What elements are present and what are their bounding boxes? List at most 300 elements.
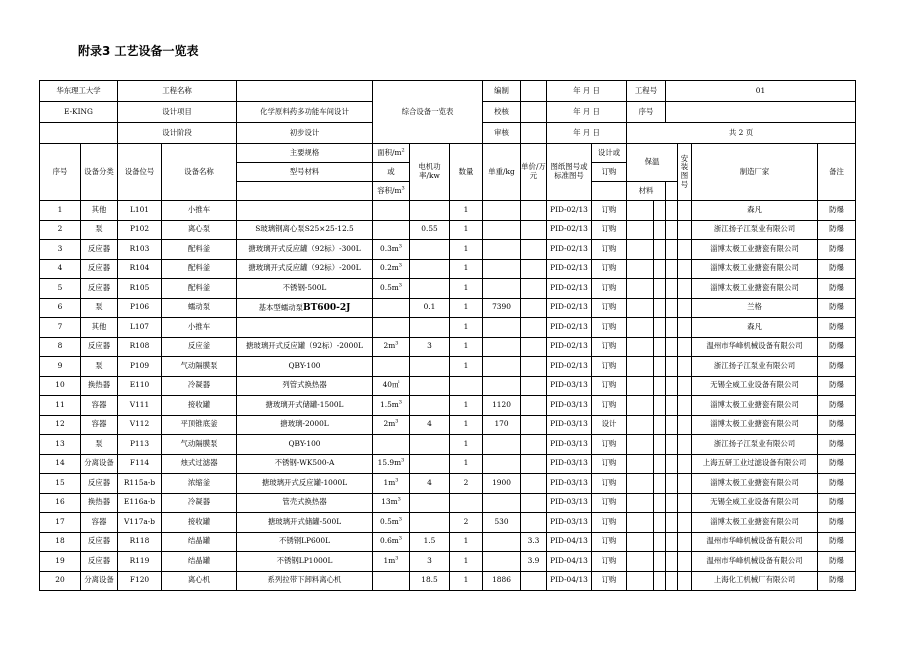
compiled-label: 编制 — [483, 81, 521, 102]
row-power — [410, 493, 450, 513]
row-seq: 6 — [40, 298, 81, 318]
row-seq: 3 — [40, 240, 81, 260]
row-material — [666, 357, 678, 377]
row-weight — [483, 435, 521, 455]
row-purchase: 订购 — [592, 493, 627, 513]
row-volume — [373, 357, 410, 377]
row-price — [521, 493, 547, 513]
row-power: 18.5 — [410, 571, 450, 591]
row-name: 冷凝器 — [162, 493, 237, 513]
table-row — [40, 513, 856, 533]
table-row — [40, 571, 856, 591]
row-volume — [373, 318, 410, 338]
serial-value — [666, 102, 856, 123]
project-no-value: 01 — [666, 81, 856, 102]
row-tag: L107 — [118, 318, 162, 338]
row-install — [678, 552, 692, 572]
row-name: 小推车 — [162, 201, 237, 221]
row-insulation-b — [654, 259, 666, 279]
row-price — [521, 201, 547, 221]
row-spec: 不锈钢LP600L — [237, 532, 373, 552]
row-category: 分离设备 — [81, 454, 118, 474]
row-price — [521, 396, 547, 416]
row-drawing: PID-03/13 — [547, 396, 592, 416]
row-manufacturer: 温州市华峰机械设备有限公司 — [692, 337, 818, 357]
row-spec: 不锈钢-500L — [237, 279, 373, 299]
row-material — [666, 298, 678, 318]
row-purchase: 订购 — [592, 571, 627, 591]
row-volume: $0.5m^3$ — [373, 279, 410, 299]
table-row — [40, 552, 856, 572]
row-category: 换热器 — [81, 493, 118, 513]
row-seq: 13 — [40, 435, 81, 455]
row-seq: 5 — [40, 279, 81, 299]
table-row — [40, 318, 856, 338]
row-seq: 11 — [40, 396, 81, 416]
table-row — [40, 357, 856, 377]
row-install — [678, 259, 692, 279]
row-drawing: PID-03/13 — [547, 376, 592, 396]
row-insulation-b — [654, 571, 666, 591]
row-qty: 1 — [450, 240, 483, 260]
row-purchase: 订购 — [592, 318, 627, 338]
row-seq: 8 — [40, 337, 81, 357]
row-weight: 170 — [483, 415, 521, 435]
row-category: 反应器 — [81, 552, 118, 572]
row-remark: 防爆 — [818, 298, 856, 318]
row-manufacturer: 淄博太极工业搪瓷有限公司 — [692, 474, 818, 494]
row-purchase: 订购 — [592, 298, 627, 318]
row-name: 平顶锥底釜 — [162, 415, 237, 435]
row-price — [521, 513, 547, 533]
row-insulation-b — [654, 279, 666, 299]
row-qty: 1 — [450, 532, 483, 552]
row-category: 反应器 — [81, 259, 118, 279]
col-area: 面积$/m^2$ — [373, 144, 410, 163]
row-category: 反应器 — [81, 337, 118, 357]
row-volume: $15.9m^3$ — [373, 454, 410, 474]
row-insulation-a — [627, 357, 654, 377]
row-seq: 16 — [40, 493, 81, 513]
row-material — [666, 435, 678, 455]
row-material — [666, 415, 678, 435]
row-insulation-a — [627, 552, 654, 572]
row-install — [678, 493, 692, 513]
row-insulation-b — [654, 201, 666, 221]
row-seq: 1 — [40, 201, 81, 221]
table-row — [40, 279, 856, 299]
table-row — [40, 415, 856, 435]
row-weight — [483, 376, 521, 396]
row-price — [521, 259, 547, 279]
row-weight — [483, 220, 521, 240]
row-manufacturer: 森凡 — [692, 318, 818, 338]
row-power — [410, 259, 450, 279]
row-material — [666, 532, 678, 552]
col-remark: 备注 — [818, 144, 856, 201]
row-purchase: 订购 — [592, 240, 627, 260]
row-qty: 1 — [450, 552, 483, 572]
row-remark: 防爆 — [818, 337, 856, 357]
row-price — [521, 357, 547, 377]
row-spec: S玻璃钢离心泵S25×25-12.5 — [237, 220, 373, 240]
row-insulation-b — [654, 435, 666, 455]
row-drawing: PID-03/13 — [547, 513, 592, 533]
row-weight — [483, 279, 521, 299]
row-qty: 1 — [450, 454, 483, 474]
row-drawing: PID-02/13 — [547, 279, 592, 299]
row-spec: 搪玻璃开式反应罐（92标）-200L — [237, 259, 373, 279]
row-weight — [483, 454, 521, 474]
row-purchase: 订购 — [592, 454, 627, 474]
project-name-value — [237, 81, 373, 102]
row-power: 4 — [410, 474, 450, 494]
row-material — [666, 474, 678, 494]
row-power — [410, 513, 450, 533]
row-volume: $0.3m^3$ — [373, 240, 410, 260]
row-weight — [483, 532, 521, 552]
row-volume: $0.6m^3$ — [373, 532, 410, 552]
row-tag: F120 — [118, 571, 162, 591]
row-install — [678, 435, 692, 455]
row-volume: 40㎡ — [373, 376, 410, 396]
row-install — [678, 298, 692, 318]
row-tag: R105 — [118, 279, 162, 299]
row-seq: 12 — [40, 415, 81, 435]
row-price — [521, 415, 547, 435]
row-insulation-a — [627, 318, 654, 338]
row-insulation-b — [654, 493, 666, 513]
row-spec: 不锈钢LP1000L — [237, 552, 373, 572]
row-name: 结晶罐 — [162, 532, 237, 552]
col-unit-price: 单价/万元 — [521, 144, 547, 201]
row-weight — [483, 318, 521, 338]
row-name: 气动隔膜泵 — [162, 435, 237, 455]
row-material — [666, 513, 678, 533]
row-category: 反应器 — [81, 532, 118, 552]
row-purchase: 订购 — [592, 337, 627, 357]
row-name: 接收罐 — [162, 396, 237, 416]
row-seq: 7 — [40, 318, 81, 338]
row-spec: 搪玻璃开式反应罐（92标）-2000L — [237, 337, 373, 357]
row-spec: 管壳式换热器 — [237, 493, 373, 513]
row-insulation-b — [654, 532, 666, 552]
col-tag: 设备位号 — [118, 144, 162, 201]
row-drawing: PID-02/13 — [547, 318, 592, 338]
serial-label: 序号 — [627, 102, 666, 123]
row-manufacturer: 上海化工机械厂有限公司 — [692, 571, 818, 591]
row-power: 0.55 — [410, 220, 450, 240]
row-material — [666, 396, 678, 416]
row-qty: 1 — [450, 298, 483, 318]
row-name: 烛式过滤器 — [162, 454, 237, 474]
row-install — [678, 357, 692, 377]
row-tag: V112 — [118, 415, 162, 435]
table-row — [40, 259, 856, 279]
row-manufacturer: 兰格 — [692, 298, 818, 318]
checked-date: 年 月 日 — [547, 102, 627, 123]
row-insulation-b — [654, 552, 666, 572]
row-drawing: PID-02/13 — [547, 240, 592, 260]
table-row — [40, 337, 856, 357]
row-manufacturer: 温州市华峰机械设备有限公司 — [692, 532, 818, 552]
row-purchase: 订购 — [592, 201, 627, 221]
row-remark: 防爆 — [818, 201, 856, 221]
row-manufacturer: 温州市华峰机械设备有限公司 — [692, 552, 818, 572]
row-price — [521, 279, 547, 299]
row-tag: R103 — [118, 240, 162, 260]
row-power — [410, 435, 450, 455]
row-manufacturer: 浙江扬子江泵业有限公司 — [692, 220, 818, 240]
row-tag: R119 — [118, 552, 162, 572]
row-category: 泵 — [81, 435, 118, 455]
project-no-label: 工程号 — [627, 81, 666, 102]
row-qty — [450, 493, 483, 513]
row-purchase: 订购 — [592, 552, 627, 572]
row-remark: 防爆 — [818, 552, 856, 572]
col-category: 设备分类 — [81, 144, 118, 201]
col-qty: 数量 — [450, 144, 483, 201]
col-motor-power: 电机功率/kw — [410, 144, 450, 201]
row-power — [410, 357, 450, 377]
row-category: 泵 — [81, 357, 118, 377]
row-weight: 1900 — [483, 474, 521, 494]
table-row — [40, 493, 856, 513]
row-price — [521, 318, 547, 338]
row-power — [410, 376, 450, 396]
row-tag: E116a-b — [118, 493, 162, 513]
row-qty: 1 — [450, 279, 483, 299]
row-purchase: 订购 — [592, 396, 627, 416]
row-weight — [483, 357, 521, 377]
row-name: 离心机 — [162, 571, 237, 591]
table-row — [40, 532, 856, 552]
row-tag: R115a-b — [118, 474, 162, 494]
row-insulation-a — [627, 240, 654, 260]
row-insulation-a — [627, 298, 654, 318]
row-install — [678, 376, 692, 396]
row-name: 小推车 — [162, 318, 237, 338]
row-spec: 搪玻璃开式反应罐（92标）-300L — [237, 240, 373, 260]
row-manufacturer: 无锡全威工业设备有限公司 — [692, 493, 818, 513]
col-or: 或 — [373, 163, 410, 182]
row-category: 容器 — [81, 396, 118, 416]
row-drawing: PID-02/13 — [547, 357, 592, 377]
row-insulation-b — [654, 396, 666, 416]
row-drawing: PID-03/13 — [547, 415, 592, 435]
row-insulation-a — [627, 454, 654, 474]
row-volume: $2m^3$ — [373, 415, 410, 435]
row-category: 泵 — [81, 220, 118, 240]
row-seq: 17 — [40, 513, 81, 533]
row-tag: P102 — [118, 220, 162, 240]
row-weight — [483, 493, 521, 513]
row-manufacturer: 淄博太极工业搪瓷有限公司 — [692, 279, 818, 299]
col-model-material: 型号材料 — [237, 163, 373, 182]
row-drawing: PID-03/13 — [547, 435, 592, 455]
row-install — [678, 513, 692, 533]
row-manufacturer: 淄博太极工业搪瓷有限公司 — [692, 513, 818, 533]
row-power: 3 — [410, 552, 450, 572]
row-qty: 1 — [450, 318, 483, 338]
row-remark: 防爆 — [818, 376, 856, 396]
row-manufacturer: 淄博太极工业搪瓷有限公司 — [692, 415, 818, 435]
row-power — [410, 396, 450, 416]
row-price: 3.3 — [521, 532, 547, 552]
row-drawing: PID-03/13 — [547, 454, 592, 474]
row-price — [521, 298, 547, 318]
team-cell: E-KING — [40, 102, 118, 123]
row-material — [666, 337, 678, 357]
row-qty: 2 — [450, 474, 483, 494]
row-name: 配料釜 — [162, 279, 237, 299]
row-install — [678, 201, 692, 221]
row-name: 配料釜 — [162, 259, 237, 279]
design-item-label: 设计项目 — [118, 102, 237, 123]
row-manufacturer: 森凡 — [692, 201, 818, 221]
total-pages: 共 2 页 — [627, 123, 856, 144]
table-row — [40, 376, 856, 396]
row-price: 3.9 — [521, 552, 547, 572]
table-row — [40, 298, 856, 318]
row-spec: 列管式换热器 — [237, 376, 373, 396]
row-material — [666, 552, 678, 572]
row-tag: V111 — [118, 396, 162, 416]
col-purchase: 订购 — [592, 163, 627, 182]
row-purchase: 订购 — [592, 532, 627, 552]
col-seq: 序号 — [40, 144, 81, 201]
row-insulation-a — [627, 259, 654, 279]
row-power — [410, 279, 450, 299]
row-seq: 19 — [40, 552, 81, 572]
row-weight: 530 — [483, 513, 521, 533]
row-install — [678, 318, 692, 338]
row-volume: $0.2m^3$ — [373, 259, 410, 279]
row-insulation-a — [627, 532, 654, 552]
table-row — [40, 240, 856, 260]
row-power: 4 — [410, 415, 450, 435]
table-row — [40, 474, 856, 494]
row-power — [410, 454, 450, 474]
row-insulation-b — [654, 415, 666, 435]
row-category: 反应器 — [81, 240, 118, 260]
row-insulation-a — [627, 220, 654, 240]
table-row — [40, 396, 856, 416]
row-material — [666, 259, 678, 279]
row-qty: 1 — [450, 571, 483, 591]
row-qty: 2 — [450, 513, 483, 533]
row-tag: R108 — [118, 337, 162, 357]
row-category: 容器 — [81, 415, 118, 435]
row-price — [521, 240, 547, 260]
col-name: 设备名称 — [162, 144, 237, 201]
col-manufacturer: 制造厂家 — [692, 144, 818, 201]
row-remark: 防爆 — [818, 435, 856, 455]
col-insulation: 保温 — [627, 144, 678, 182]
row-remark: 防爆 — [818, 240, 856, 260]
row-insulation-b — [654, 220, 666, 240]
row-insulation-a — [627, 474, 654, 494]
row-insulation-b — [654, 454, 666, 474]
reviewed-label: 审核 — [483, 123, 521, 144]
row-insulation-a — [627, 571, 654, 591]
row-spec — [237, 201, 373, 221]
equipment-table — [39, 80, 856, 591]
row-install — [678, 454, 692, 474]
row-qty — [450, 376, 483, 396]
row-tag: F114 — [118, 454, 162, 474]
row-manufacturer: 浙江扬子江泵业有限公司 — [692, 357, 818, 377]
row-price — [521, 571, 547, 591]
row-manufacturer: 无锡全威工业设备有限公司 — [692, 376, 818, 396]
row-drawing: PID-04/13 — [547, 532, 592, 552]
row-remark: 防爆 — [818, 357, 856, 377]
row-manufacturer: 淄博太极工业搪瓷有限公司 — [692, 240, 818, 260]
row-purchase: 订购 — [592, 259, 627, 279]
row-tag: V117a-b — [118, 513, 162, 533]
row-purchase: 订购 — [592, 435, 627, 455]
row-volume — [373, 435, 410, 455]
row-spec: 搪玻璃开式储罐-500L — [237, 513, 373, 533]
row-spec: QBY-100 — [237, 435, 373, 455]
table-row — [40, 201, 856, 221]
row-power: 1.5 — [410, 532, 450, 552]
row-qty: 1 — [450, 337, 483, 357]
row-price — [521, 474, 547, 494]
row-material — [666, 318, 678, 338]
row-remark: 防爆 — [818, 474, 856, 494]
row-insulation-b — [654, 474, 666, 494]
col-unit-weight: 单重/kg — [483, 144, 521, 201]
col-material: 材料 — [627, 182, 666, 201]
row-weight — [483, 259, 521, 279]
row-qty: 1 — [450, 357, 483, 377]
row-remark: 防爆 — [818, 513, 856, 533]
checked-label: 校核 — [483, 102, 521, 123]
row-price — [521, 454, 547, 474]
row-volume — [373, 220, 410, 240]
row-name: 气动隔膜泵 — [162, 357, 237, 377]
row-price — [521, 337, 547, 357]
row-tag: P109 — [118, 357, 162, 377]
page-title: 附录3 工艺设备一览表 — [78, 44, 199, 58]
row-weight — [483, 337, 521, 357]
row-insulation-a — [627, 376, 654, 396]
row-power: 0.1 — [410, 298, 450, 318]
row-qty: 1 — [450, 435, 483, 455]
row-remark: 防爆 — [818, 259, 856, 279]
row-install — [678, 337, 692, 357]
row-install — [678, 396, 692, 416]
row-weight: 1886 — [483, 571, 521, 591]
row-remark: 防爆 — [818, 532, 856, 552]
row-category: 其他 — [81, 318, 118, 338]
compiled-date: 年 月 日 — [547, 81, 627, 102]
row-tag: L101 — [118, 201, 162, 221]
row-category: 分离设备 — [81, 571, 118, 591]
row-price — [521, 435, 547, 455]
row-weight: 7390 — [483, 298, 521, 318]
row-insulation-a — [627, 337, 654, 357]
row-drawing: PID-03/13 — [547, 493, 592, 513]
row-insulation-b — [654, 357, 666, 377]
row-name: 浓缩釜 — [162, 474, 237, 494]
row-remark: 防爆 — [818, 396, 856, 416]
row-insulation-b — [654, 513, 666, 533]
table-row — [40, 220, 856, 240]
row-seq: 15 — [40, 474, 81, 494]
row-manufacturer: 淄博太极工业搪瓷有限公司 — [692, 259, 818, 279]
